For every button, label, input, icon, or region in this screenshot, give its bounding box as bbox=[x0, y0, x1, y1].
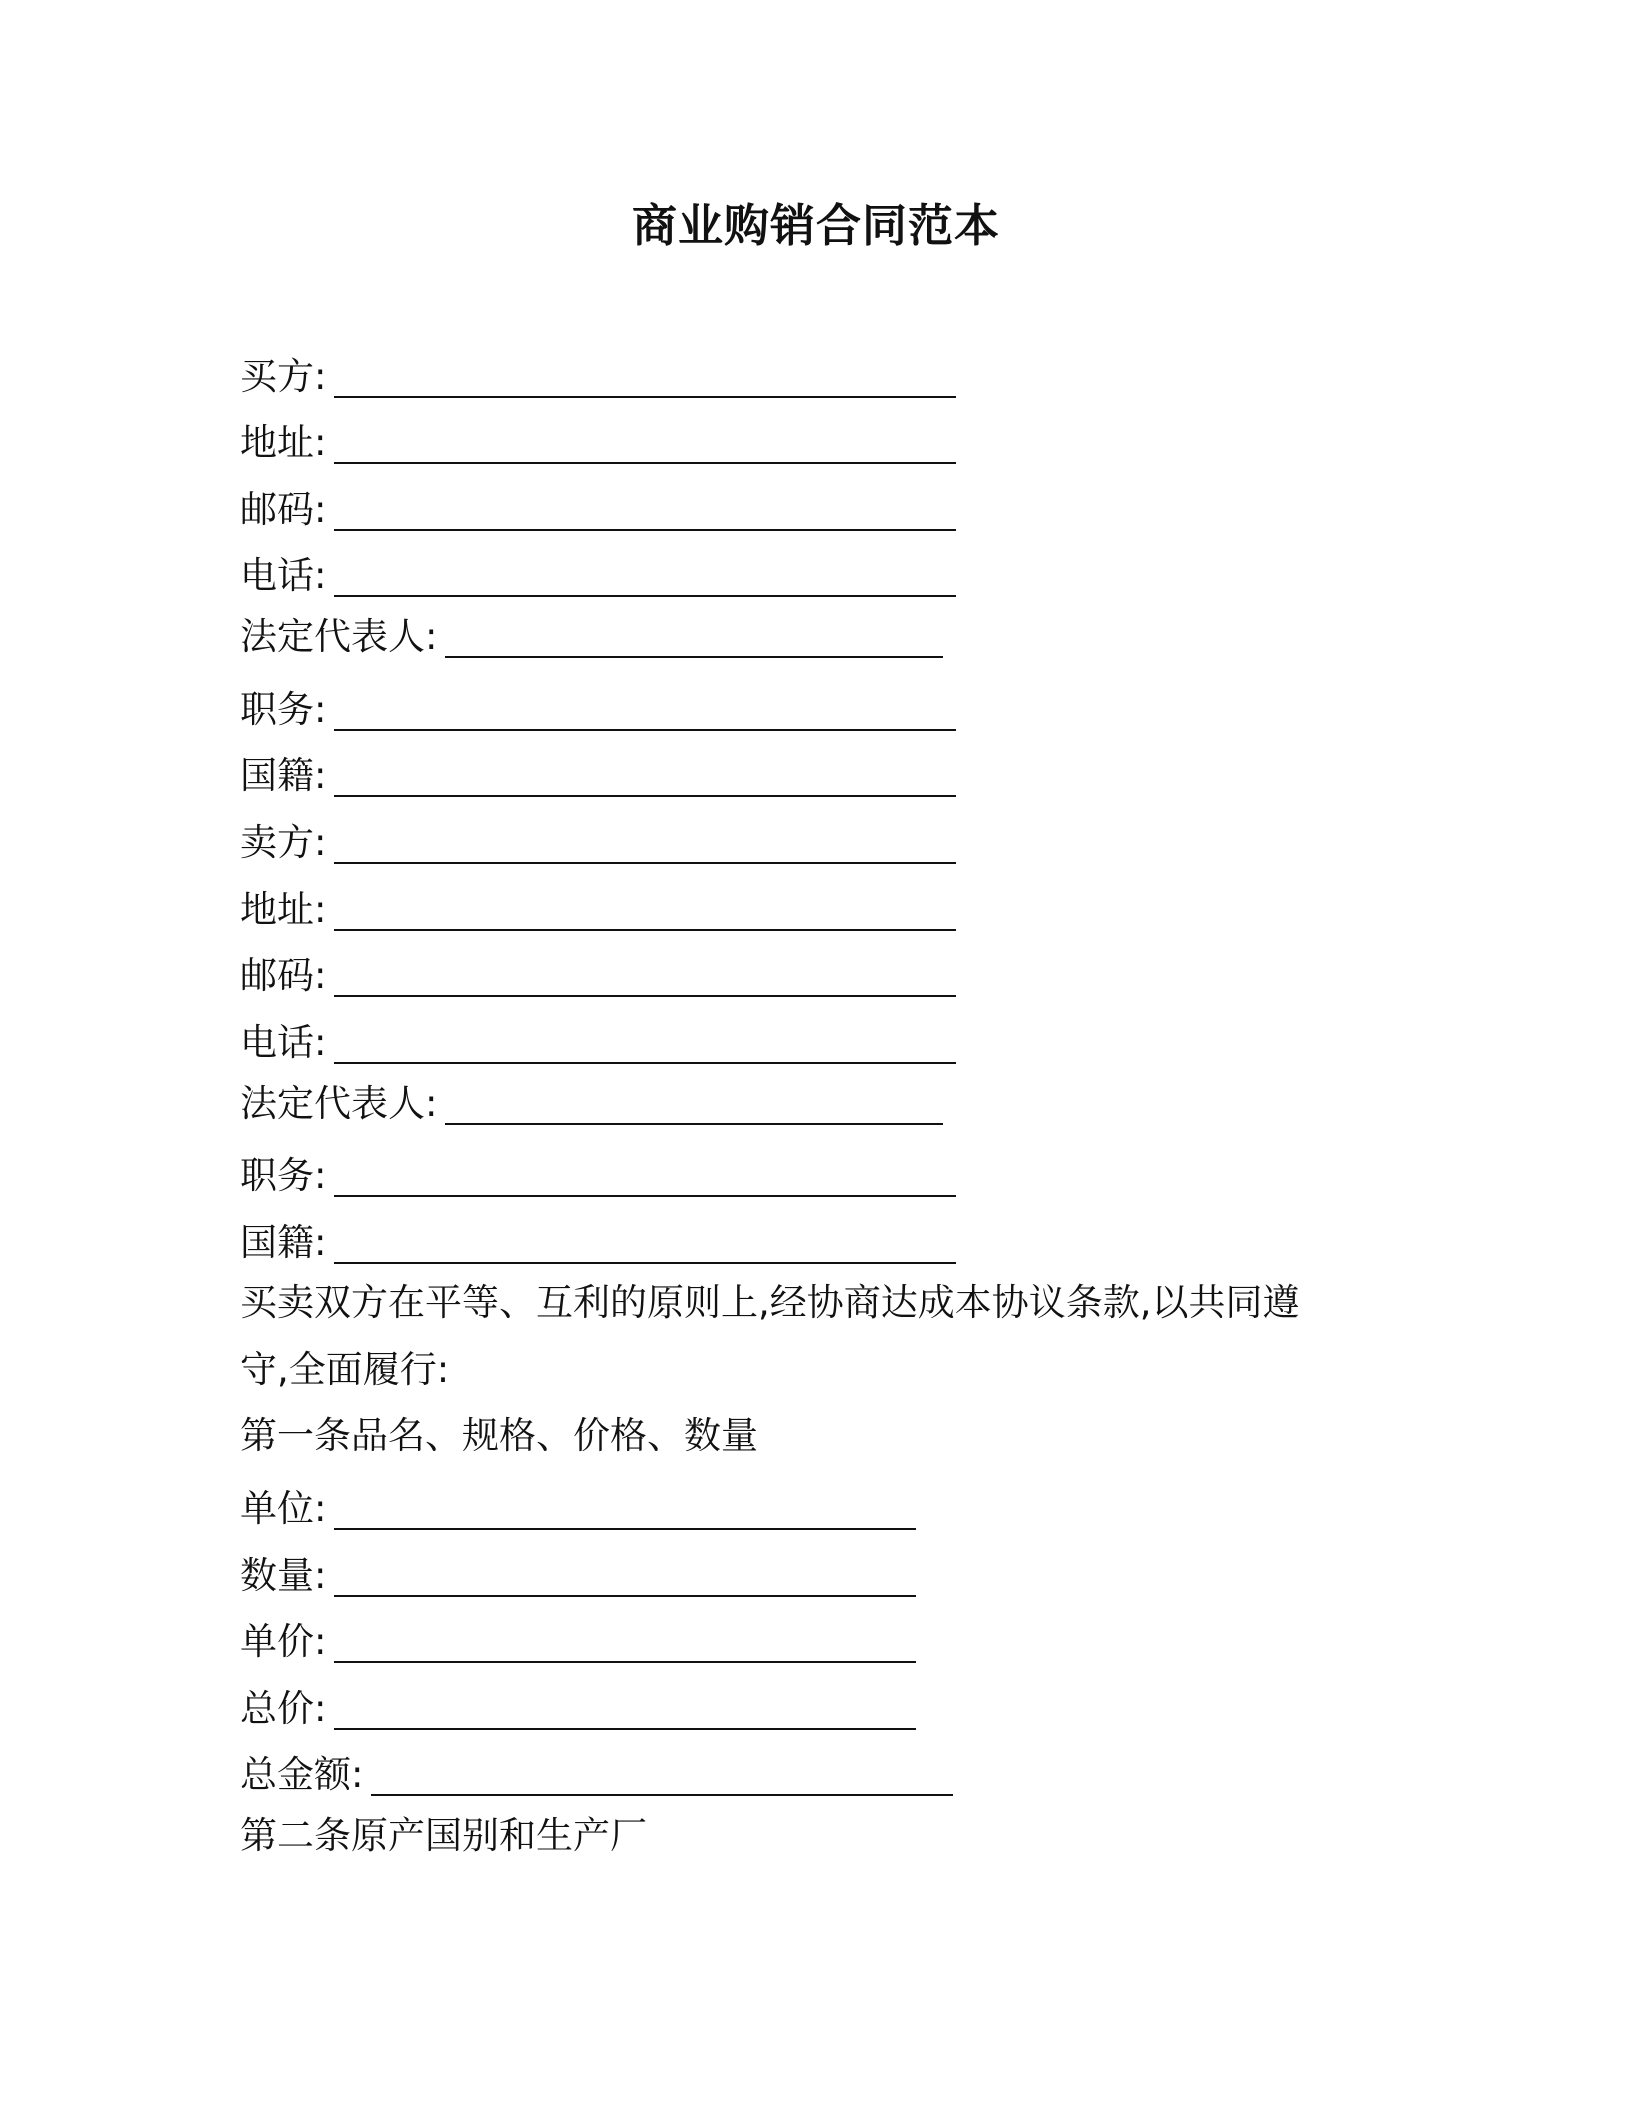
field-label: 职务: bbox=[240, 688, 327, 731]
total-price-field bbox=[240, 1684, 916, 1734]
fill-in-blank[interactable] bbox=[334, 1698, 916, 1730]
fill-in-blank[interactable] bbox=[334, 1232, 956, 1264]
fill-in-blank[interactable] bbox=[334, 1565, 916, 1597]
fill-in-blank[interactable] bbox=[334, 1165, 956, 1197]
field-label: 国籍: bbox=[240, 1221, 327, 1264]
field-label: 法定代表人: bbox=[240, 615, 438, 658]
seller-legal-rep-field bbox=[240, 1079, 943, 1129]
fill-in-blank[interactable] bbox=[334, 499, 956, 531]
field-label: 总金额: bbox=[240, 1753, 364, 1796]
fill-in-blank[interactable] bbox=[371, 1764, 953, 1796]
fill-in-blank[interactable] bbox=[445, 1093, 943, 1125]
seller-position-field bbox=[240, 1151, 956, 1201]
field-label: 地址: bbox=[240, 421, 327, 464]
seller-phone-field bbox=[240, 1018, 956, 1068]
field-label: 电话: bbox=[240, 1021, 327, 1064]
field-label: 卖方: bbox=[240, 821, 327, 864]
field-label: 总价: bbox=[240, 1687, 327, 1730]
fill-in-blank[interactable] bbox=[334, 699, 956, 731]
quantity-field bbox=[240, 1551, 916, 1601]
unit-field bbox=[240, 1484, 916, 1534]
fill-in-blank[interactable] bbox=[334, 1032, 956, 1064]
fill-in-blank[interactable] bbox=[334, 1498, 916, 1530]
intro-paragraph-line: 守,全面履行: bbox=[240, 1348, 450, 1391]
field-label: 买方: bbox=[240, 355, 327, 398]
buyer-phone-field bbox=[240, 551, 956, 601]
fill-in-blank[interactable] bbox=[334, 366, 956, 398]
buyer-position-field bbox=[240, 685, 956, 735]
article1-heading: 第一条品名、规格、价格、数量 bbox=[240, 1414, 758, 1457]
fill-in-blank[interactable] bbox=[334, 565, 956, 597]
fill-in-blank[interactable] bbox=[445, 626, 943, 658]
fill-in-blank[interactable] bbox=[334, 899, 956, 931]
buyer-address-field bbox=[240, 418, 956, 468]
total-amount-field bbox=[240, 1750, 953, 1800]
article2-heading: 第二条原产国别和生产厂 bbox=[240, 1814, 647, 1857]
field-label: 职务: bbox=[240, 1154, 327, 1197]
field-label: 电话: bbox=[240, 554, 327, 597]
unit-price-field bbox=[240, 1617, 916, 1667]
buyer-nationality-field bbox=[240, 751, 956, 801]
intro-paragraph-line: 买卖双方在平等、互利的原则上,经协商达成本协议条款,以共同遵 bbox=[240, 1281, 1300, 1324]
seller-name-field bbox=[240, 818, 956, 868]
field-label: 单位: bbox=[240, 1487, 327, 1530]
field-label: 单价: bbox=[240, 1620, 327, 1663]
seller-postcode-field bbox=[240, 951, 956, 1001]
fill-in-blank[interactable] bbox=[334, 965, 956, 997]
fill-in-blank[interactable] bbox=[334, 1631, 916, 1663]
buyer-legal-rep-field bbox=[240, 612, 943, 662]
seller-address-field bbox=[240, 885, 956, 935]
page-title: 商业购销合同范本 bbox=[631, 199, 1000, 252]
buyer-name-field bbox=[240, 352, 956, 402]
seller-nationality-field bbox=[240, 1218, 956, 1268]
field-label: 法定代表人: bbox=[240, 1082, 438, 1125]
fill-in-blank[interactable] bbox=[334, 765, 956, 797]
field-label: 地址: bbox=[240, 888, 327, 931]
field-label: 数量: bbox=[240, 1554, 327, 1597]
field-label: 邮码: bbox=[240, 954, 327, 997]
field-label: 邮码: bbox=[240, 488, 327, 531]
field-label: 国籍: bbox=[240, 754, 327, 797]
fill-in-blank[interactable] bbox=[334, 432, 956, 464]
buyer-postcode-field bbox=[240, 485, 956, 535]
fill-in-blank[interactable] bbox=[334, 832, 956, 864]
